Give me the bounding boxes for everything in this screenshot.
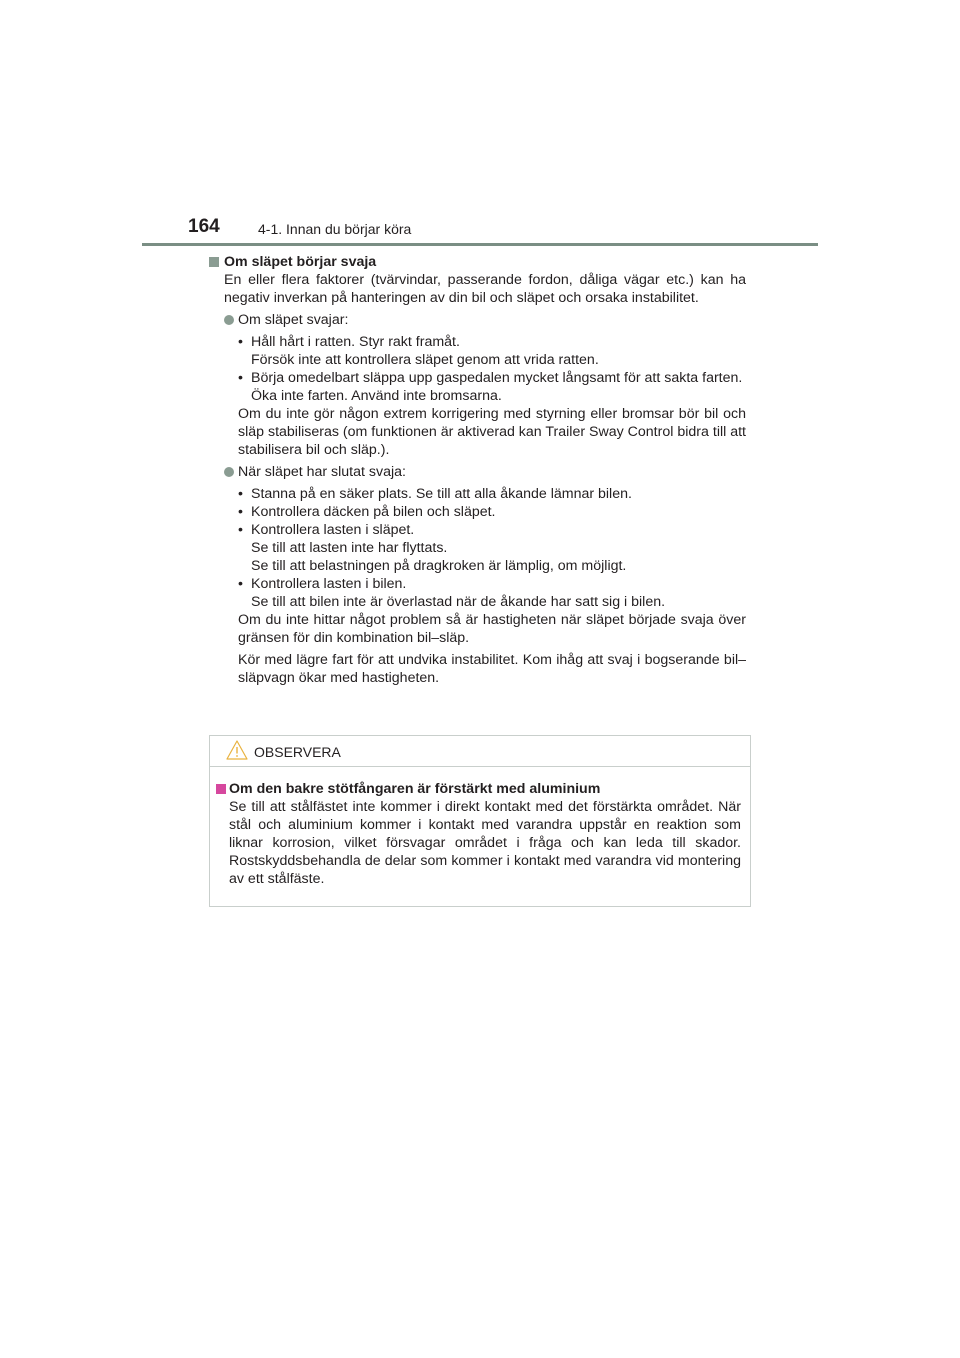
list-item: • Stanna på en säker plats. Se till att alla åkande lämnar bilen.	[238, 486, 632, 502]
caution-header	[210, 736, 750, 767]
intro-paragraph	[209, 271, 746, 307]
page-number: 164	[188, 216, 220, 237]
list-item: • Håll hårt i ratten. Styr rakt framåt.	[238, 334, 460, 350]
sway-steps	[209, 333, 746, 405]
text-line: instabilitet.	[631, 290, 699, 306]
header-divider	[142, 243, 818, 246]
list-item-continuation: Försök inte att kontrollera släpet genom att vrida ratten.	[251, 352, 599, 368]
section-heading-text: Om släpet börjar svaja	[224, 254, 377, 270]
caution-box	[209, 735, 751, 907]
warning-triangle-icon	[226, 740, 248, 760]
list-item-continuation: Se till att bilen inte är överlastad när de åkande har satt sig i bilen.	[251, 594, 666, 610]
caution-title: OBSERVERA	[254, 744, 341, 760]
square-bullet-icon	[209, 257, 219, 267]
stopped-note: Om du inte hittar något problem så är hastigheten när släpet började svaja över gränsen för din kombination bil–släp.	[238, 612, 746, 646]
page-header	[142, 214, 818, 246]
circle-bullet-icon	[224, 467, 234, 477]
list-item-continuation: Se till att lasten inte har flyttats.	[251, 540, 448, 556]
section-heading	[209, 253, 746, 271]
bullet-stopped	[209, 463, 746, 481]
caution-heading: Om den bakre stötfångaren är förstärkt med aluminium	[216, 780, 741, 798]
bullet-label: När släpet har slutat svaja:	[238, 464, 406, 480]
stopped-steps	[209, 485, 746, 611]
sway-note: Om du inte gör någon extrem korrigering med styrning eller bromsar bör bil och släp stabiliseras (om funktionen är aktiverad kan Trailer Sway Control bidra till att stabilisera bil och släp.).	[238, 406, 747, 458]
list-item-continuation: Öka inte farten. Använd inte bromsarna.	[251, 388, 502, 404]
list-item-continuation: Se till att belastningen på dragkroken är lämplig, om möjligt.	[251, 558, 627, 574]
list-item: • Kontrollera lasten i släpet.	[238, 522, 415, 538]
list-item: • Kontrollera lasten i bilen.	[238, 576, 407, 592]
section-title: 4-1. Innan du börjar köra	[258, 221, 412, 237]
speed-note: Kör med lägre fart för att undvika instabilitet. Kom ihåg att svaj i bogserande bil–släpvagn ökar med hastigheten.	[238, 652, 747, 686]
caution-text: Se till att stålfästet inte kommer i direkt kontakt med det förstärkta området. När stål och aluminium kommer i kontakt med varandra uppstår en reaktion som liknar korrosion, vilket försvagar området i fråga och kan leda till skador. Rostskyddsbehandla de delar som kommer i kontakt med varandra vid montering av ett stålfäste.	[229, 799, 741, 887]
text-line: En eller flera faktorer (tvärvindar, passerande fordon, dåliga vägar etc.) kan	[224, 272, 724, 288]
circle-bullet-icon	[224, 315, 234, 325]
list-item: • Börja omedelbart släppa upp gaspedalen mycket långsamt för att sakta farten.	[238, 370, 743, 386]
square-bullet-icon	[216, 784, 226, 794]
main-content	[209, 253, 746, 687]
caution-body	[210, 767, 750, 888]
list-item: • Kontrollera däcken på bilen och släpet.	[238, 504, 496, 520]
bullet-label: Om släpet svajar:	[238, 312, 349, 328]
text-line: ha negativ inverkan på hanteringen av din bil och släpet och orsaka	[224, 272, 746, 306]
bullet-sway	[209, 311, 746, 329]
